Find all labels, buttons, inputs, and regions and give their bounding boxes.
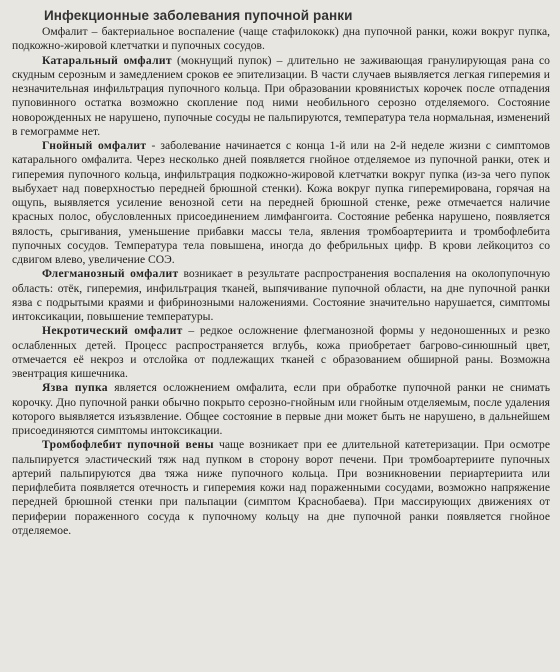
paragraph-phlegmonous bbox=[12, 267, 550, 324]
paragraph-text: Омфалит – бактериальное воспаление (чаще стафилококк) дна пупочной ранки, кожи вокруг пупка, подкожно-жировой клетчатки и пупочных сосудов. bbox=[12, 25, 550, 53]
paragraph-text: – редкое осложнение флегманозной формы у недоношенных и резко ослабленных детей. Процесс распространяется вглубь, кожа приобретает багрово-синюшный цвет, отмечается её некроз и отслойка от подлежащих тканей с образованием обширной раны. Возможна эвентрация кишечника. bbox=[12, 324, 550, 380]
paragraph-definition bbox=[12, 25, 550, 54]
term-heading: Катаральный омфалит bbox=[42, 53, 172, 67]
paragraph-purulent bbox=[12, 139, 550, 267]
term-heading: Гнойный омфалит bbox=[42, 139, 147, 152]
paragraph-thrombophlebitis bbox=[12, 438, 550, 538]
term-heading: Язва пупка bbox=[42, 381, 108, 395]
paragraph-text: чаще возникает при ее длительной катетеризации. При осмотре пальпируется эластический тяж над пупком в сторону ворот печени. При тромбоартериите пупочных артерий пальпируются два тяжа ниже пупочного кольца. При возникновении периартериита или перифлебита появляется отечность и гиперемия кожи над пораженными сосудами, возможно напряжение передней брюшной стенки при пальпации (симптом Краснобаева). При массирующих движениях от периферии пораженного сосуда к пупочному кольцу на дне пупочной ранки появляется гнойное отделяемое. bbox=[12, 438, 550, 537]
paragraph-catarrhal bbox=[12, 54, 550, 140]
term-heading: Флегманозный омфалит bbox=[42, 267, 179, 281]
paragraph-text: (мокнущий пупок) – длительно не заживающая гранулирующая рана со скудным серозным и замедлением сроков ее эпителизации. В части случаев выявляется легкая гиперемия и незначительная инфильтрация пупочного кольца. При образовании кровянистых корочек после отпадения пуповинного остатка возможно скопление под ними необильного серозно отделяемого. Состояние новорожденных не нарушено, пупочные сосуды не пальпируются, температура тела нормальная, изменений в гемограмме нет. bbox=[12, 53, 550, 138]
paragraph-text: - заболевание начинается с конца 1-й или на 2-й неделе жизни с симптомов катарального омфалита. Через несколько дней появляется гнойное отделяемое из пупочной ранки, отек и гиперемия пупочного кольца, инфильтрация подкожно-жировой клетчатки вокруг пупка (из-за чего пупок выбухает над поверхностью передней брюшной стенки). Кожа вокруг пупка гиперемирована, горячая на ощупь, выявляется усиление венозной сети на передней брюшной стенке, реже отмечается наличие красных полос, обусловленных присоединением лимфангоита. Состояние ребенка нарушено, появляется вялость, срыгивания, уменьшение прибавки массы тела, явления тромбоартериита и тромбофлебита пупочных сосудов. Температура тела повышена, иногда до фебрильных цифр. В крови лейкоцитоз со сдвигом влево, увеличение СОЭ. bbox=[12, 139, 550, 266]
term-heading: Тромбофлебит пупочной вены bbox=[42, 438, 214, 452]
paragraph-ulcer bbox=[12, 381, 550, 438]
paragraph-necrotic bbox=[12, 324, 550, 381]
paragraph-text: возникает в результате распространения воспаления на околопупочную область: отёк, гиперемия, инфильтрация тканей, выпячивание пупочной области, на дне пупочной ранки язва с подрытыми краями и фибринозными наложениями. Состояние значительно нарушается, симптомы интоксикации, повышение температуры. bbox=[12, 267, 551, 323]
paragraph-text: является осложнением омфалита, если при обработке пупочной ранки не снимать корочку. Дно пупочной ранки обычно покрыто серозно-гнойным или гнойным отделяемым, после удаления которого выявляется изъязвление. Общее состояние в первые дни может быть не нарушено, в дальнейшем присоединяются симптомы интоксикации. bbox=[12, 381, 550, 437]
document-title: Инфекционные заболевания пупочной ранки bbox=[44, 8, 353, 23]
term-heading: Некротический омфалит bbox=[42, 324, 183, 338]
